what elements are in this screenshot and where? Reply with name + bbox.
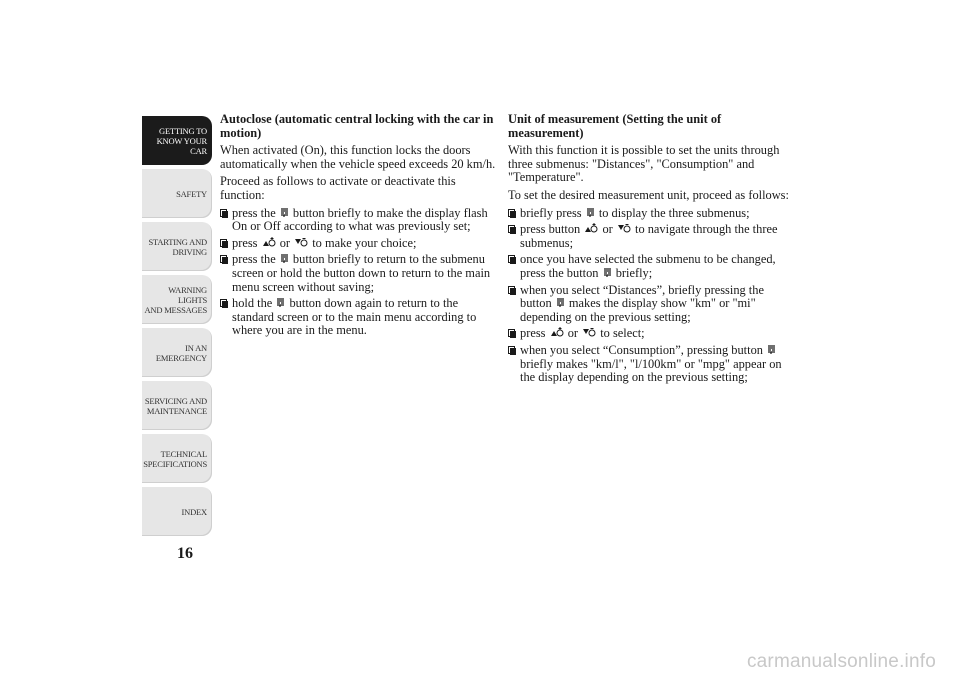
tab-label: TECHNICAL SPECIFICATIONS (143, 448, 207, 469)
bullet-icon (220, 239, 227, 247)
list-item: press or to select; (508, 327, 790, 341)
list-item: hold the button down again to return to the standard screen or to the main menu according to where you are in the menu. (220, 297, 498, 338)
tab-getting-to-know-your-car[interactable] (142, 116, 212, 165)
up-plus-button-icon (262, 237, 276, 248)
set-esc-button-icon (767, 345, 776, 355)
page-number: 16 (177, 545, 193, 562)
tab-technical-specifications[interactable] (142, 434, 212, 483)
watermark: carmanualsonline.info (746, 651, 936, 672)
tab-servicing-and-maintenance[interactable] (142, 381, 212, 430)
up-plus-button-icon (550, 327, 564, 338)
tab-label: IN AN EMERGENCY (155, 342, 207, 363)
tab-label: SAFETY (176, 188, 207, 199)
bullet-icon (508, 286, 515, 294)
set-esc-button-icon (586, 208, 595, 218)
down-minus-button-icon (582, 327, 596, 338)
bullet-icon (508, 225, 515, 233)
up-plus-button-icon (584, 223, 598, 234)
list-item: when you select “Distances”, briefly pressing the button makes the display show "km" or "mi" depending on the previous setting; (508, 284, 790, 325)
bullet-icon (508, 329, 515, 337)
list-item: briefly press to display the three submenus; (508, 207, 790, 221)
list-item: when you select “Consumption”, pressing button briefly makes "km/l", "l/100km" or "mpg" appear on the display depending on the previous setting; (508, 344, 790, 385)
paragraph: With this function it is possible to set the units through three submenus: "Distances", "Consumption" and "Temperature". (508, 143, 780, 185)
paragraph: Proceed as follows to activate or deactivate this function: (220, 174, 456, 202)
tab-index[interactable] (142, 487, 212, 536)
section-heading: Autoclose (automatic central locking with the car in motion) (220, 112, 494, 140)
down-minus-button-icon (294, 237, 308, 248)
bullet-icon (220, 209, 227, 217)
tab-label: SERVICING AND MAINTENANCE (144, 395, 207, 416)
bullet-icon (508, 209, 515, 217)
list-item: press the button briefly to return to the submenu screen or hold the button down to return to the main menu screen without saving; (220, 253, 498, 294)
down-minus-button-icon (617, 223, 631, 234)
unit-of-measurement-section (508, 113, 790, 388)
tab-label: STARTING AND DRIVING (148, 236, 207, 257)
tab-warning-lights[interactable] (142, 275, 212, 324)
list-item: press button or to navigate through the three submenus; (508, 223, 790, 250)
set-esc-button-icon (280, 208, 289, 218)
section-heading: Unit of measurement (Setting the unit of measurement) (508, 112, 722, 140)
list-item: once you have selected the submenu to be changed, press the button briefly; (508, 253, 790, 280)
instruction-list (508, 207, 790, 385)
tab-in-an-emergency[interactable] (142, 328, 212, 377)
set-esc-button-icon (603, 268, 612, 278)
tab-safety[interactable] (142, 169, 212, 218)
bullet-icon (508, 255, 515, 263)
autoclose-section (220, 113, 498, 341)
paragraph: When activated (On), this function locks the doors automatically when the vehicle speed exceeds 20 km/h. (220, 143, 496, 171)
list-item: press or to make your choice; (220, 237, 498, 251)
tab-label: GETTING TO KNOW YOUR CAR (156, 125, 207, 156)
paragraph: To set the desired measurement unit, proceed as follows: (508, 187, 789, 202)
bullet-icon (220, 255, 227, 263)
set-esc-button-icon (556, 298, 565, 308)
tab-starting-and-driving[interactable] (142, 222, 212, 271)
bullet-icon (220, 299, 227, 307)
list-item: press the button briefly to make the display flash On or Off according to what was previously set; (220, 207, 498, 234)
set-esc-button-icon (280, 254, 289, 264)
bullet-icon (508, 346, 515, 354)
instruction-list (220, 207, 498, 338)
section-tabs (142, 116, 212, 540)
set-esc-button-icon (276, 298, 285, 308)
tab-label: INDEX (181, 506, 207, 517)
tab-label: WARNING LIGHTS AND MESSAGES (144, 284, 207, 315)
